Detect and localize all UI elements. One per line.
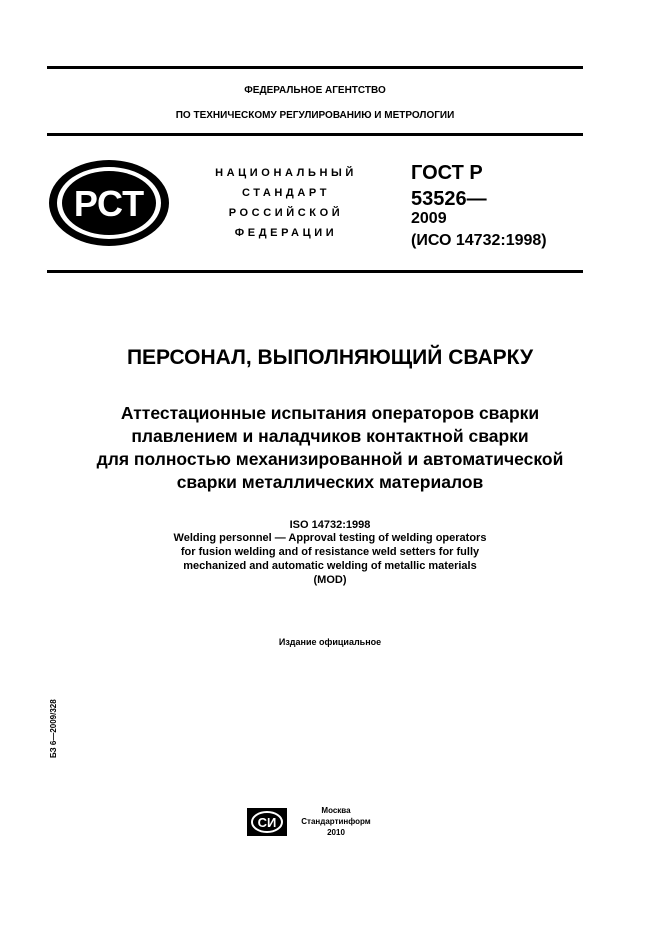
gost-year: 2009: [411, 210, 447, 227]
side-code: БЗ 6—2009/328: [49, 699, 58, 758]
publisher-year: 2010: [327, 828, 345, 837]
rst-certification-mark-icon: [47, 158, 171, 248]
designation-rule: [47, 270, 583, 273]
publisher-city: Москва: [321, 806, 351, 815]
gost-number: 53526—: [411, 188, 487, 210]
rst-logo-text: РСТ: [73, 183, 145, 224]
header-rule: [47, 133, 583, 136]
english-line-4: (MOD): [313, 574, 347, 586]
subtitle-line-3: для полностью механизированной и автоматической: [96, 449, 564, 469]
iso-reference: (ИСО 14732:1998): [411, 232, 547, 249]
top-rule: [47, 66, 583, 69]
standard-type-line-3: РОССИЙСКОЙ: [228, 207, 344, 219]
agency-line-1: ФЕДЕРАЛЬНОЕ АГЕНТСТВО: [244, 85, 386, 96]
iso-code: ISO 14732:1998: [289, 519, 371, 531]
standartinform-logo-icon: [247, 808, 287, 836]
english-line-3: mechanized and automatic welding of metallic materials: [183, 560, 477, 572]
subtitle-line-1: Аттестационные испытания операторов сварки: [120, 403, 540, 423]
standard-type-line-1: НАЦИОНАЛЬНЫЙ: [215, 167, 357, 179]
english-line-1: Welding personnel — Approval testing of welding operators: [173, 532, 487, 544]
standard-type-line-2: СТАНДАРТ: [241, 187, 331, 199]
agency-line-2: ПО ТЕХНИЧЕСКОМУ РЕГУЛИРОВАНИЮ И МЕТРОЛОГИИ: [175, 110, 455, 121]
publisher-logo-text: СИ: [257, 815, 277, 830]
document-title: ПЕРСОНАЛ, ВЫПОЛНЯЮЩИЙ СВАРКУ: [126, 346, 534, 369]
gost-designation: ГОСТ Р: [411, 162, 483, 184]
subtitle-line-4: сварки металлических материалов: [176, 472, 484, 492]
standard-type-line-4: ФЕДЕРАЦИИ: [234, 227, 338, 239]
english-line-2: for fusion welding and of resistance weld setters for fully: [180, 546, 480, 558]
subtitle-line-2: плавлением и наладчиков контактной сварки: [131, 426, 529, 446]
publisher-name: Стандартинформ: [301, 817, 371, 826]
edition-label: Издание официальное: [278, 637, 382, 647]
